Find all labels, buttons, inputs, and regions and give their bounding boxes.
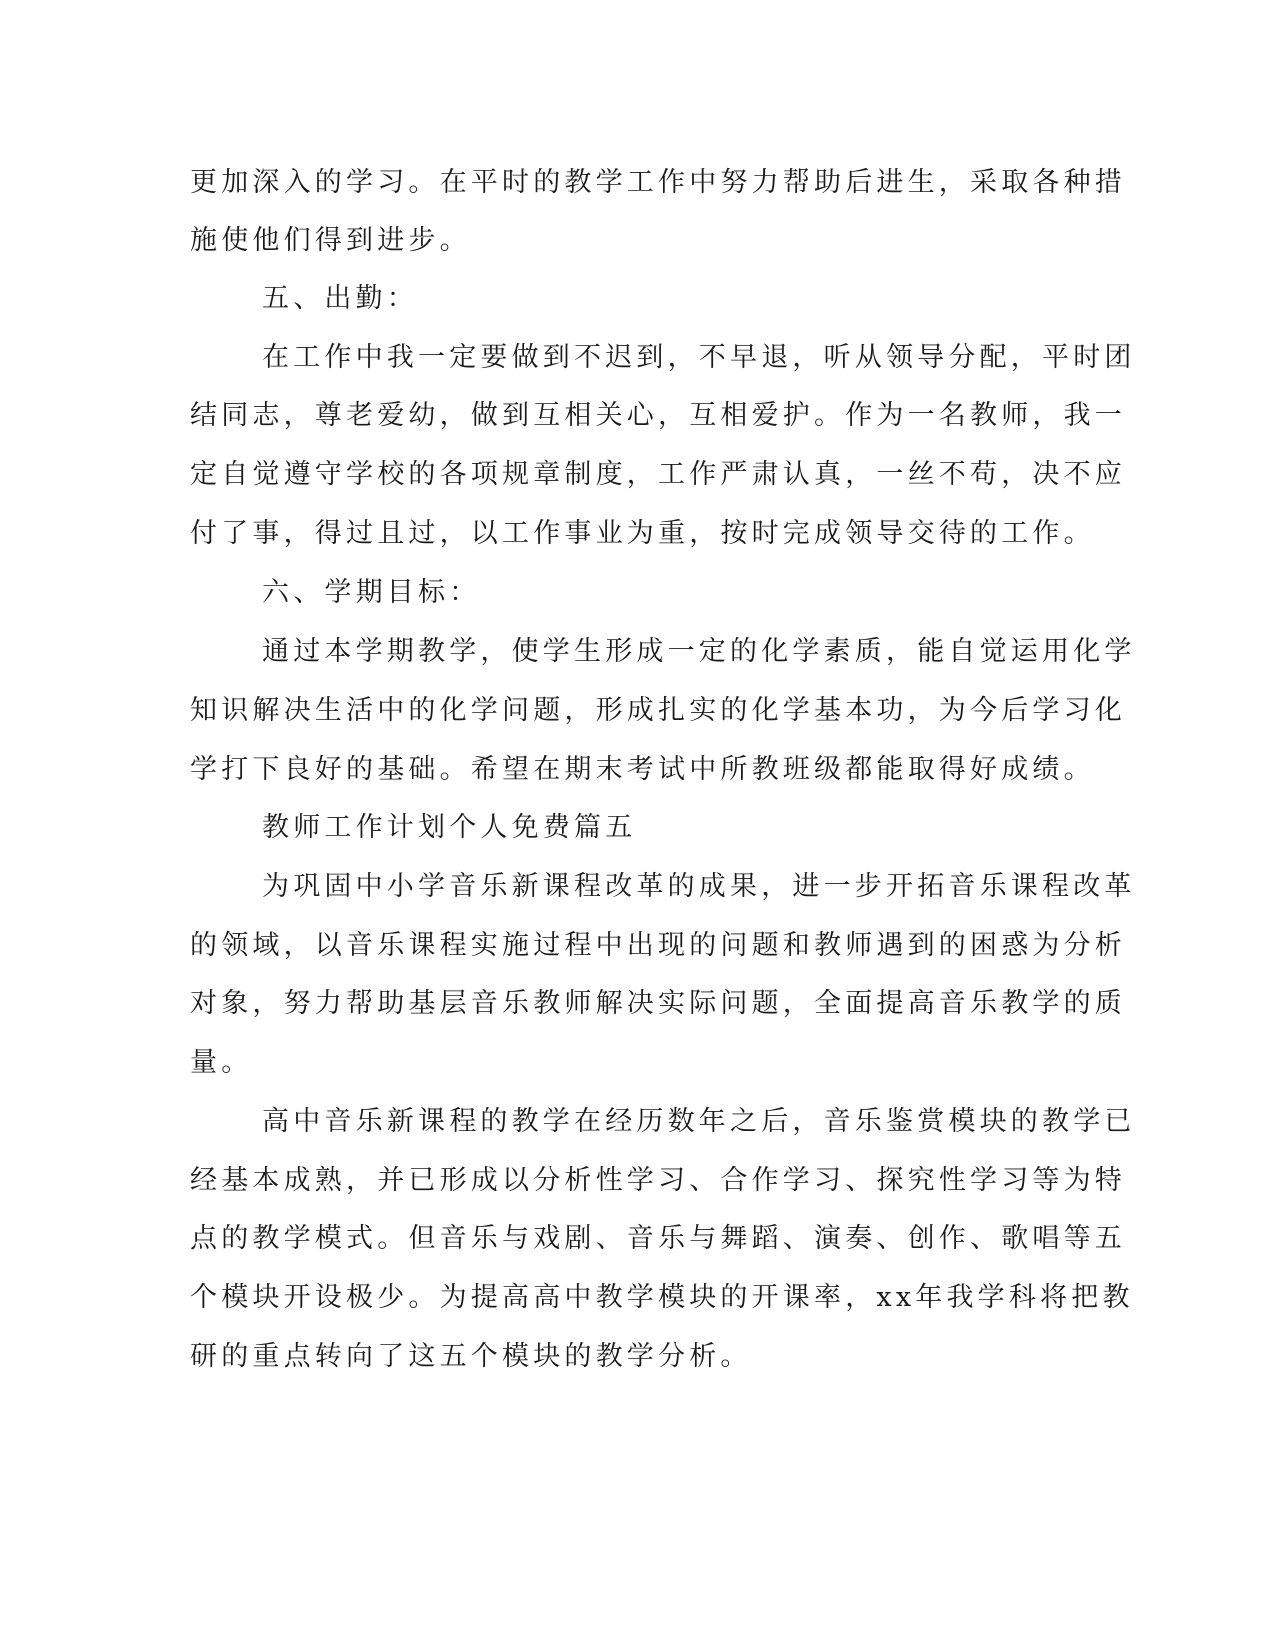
paragraph-line: 点的教学模式。但音乐与戏剧、音乐与舞蹈、演奏、创作、歌唱等五 [190,1223,1126,1254]
paragraph-line: 量。 [190,1047,253,1078]
paragraph-line: 付了事，得过且过，以工作事业为重，按时完成领导交待的工作。 [190,518,1095,549]
paragraph-line: 的领域，以音乐课程实施过程中出现的问题和教师遇到的困惑为分析 [190,930,1126,961]
paragraph-line: 对象，努力帮助基层音乐教师解决实际问题，全面提高音乐教学的质 [190,988,1126,1019]
paragraph-line: 施使他们得到进步。 [190,225,471,256]
section-heading: 六、学期目标： [262,577,481,608]
paragraph-line: 结同志，尊老爱幼，做到互相关心，互相爱护。作为一名教师，我一 [190,400,1126,431]
paragraph-line: 经基本成熟，并已形成以分析性学习、合作学习、探究性学习等为特 [190,1165,1126,1196]
paragraph-line: 研的重点转向了这五个模块的教学分析。 [190,1341,752,1372]
paragraph-line: 个模块开设极少。为提高高中教学模块的开课率，xx年我学科将把教 [190,1282,1134,1313]
paragraph-line: 更加深入的学习。在平时的教学工作中努力帮助后进生，采取各种措 [190,167,1126,198]
paragraph-line: 高中音乐新课程的教学在经历数年之后，音乐鉴赏模块的教学已 [262,1106,1136,1137]
section-heading: 五、出勤： [262,283,418,314]
paragraph-line: 定自觉遵守学校的各项规章制度，工作严肃认真，一丝不苟，决不应 [190,459,1126,490]
paragraph-line: 学打下良好的基础。希望在期末考试中所教班级都能取得好成绩。 [190,754,1095,785]
paragraph-line: 知识解决生活中的化学问题，形成扎实的化学基本功，为今后学习化 [190,695,1126,726]
paragraph-line: 在工作中我一定要做到不迟到，不早退，听从领导分配，平时团 [262,342,1136,373]
article-title: 教师工作计划个人免费篇五 [262,812,637,843]
paragraph-line: 通过本学期教学，使学生形成一定的化学素质，能自觉运用化学 [262,636,1136,667]
paragraph-line: 为巩固中小学音乐新课程改革的成果，进一步开拓音乐课程改革 [262,871,1136,902]
